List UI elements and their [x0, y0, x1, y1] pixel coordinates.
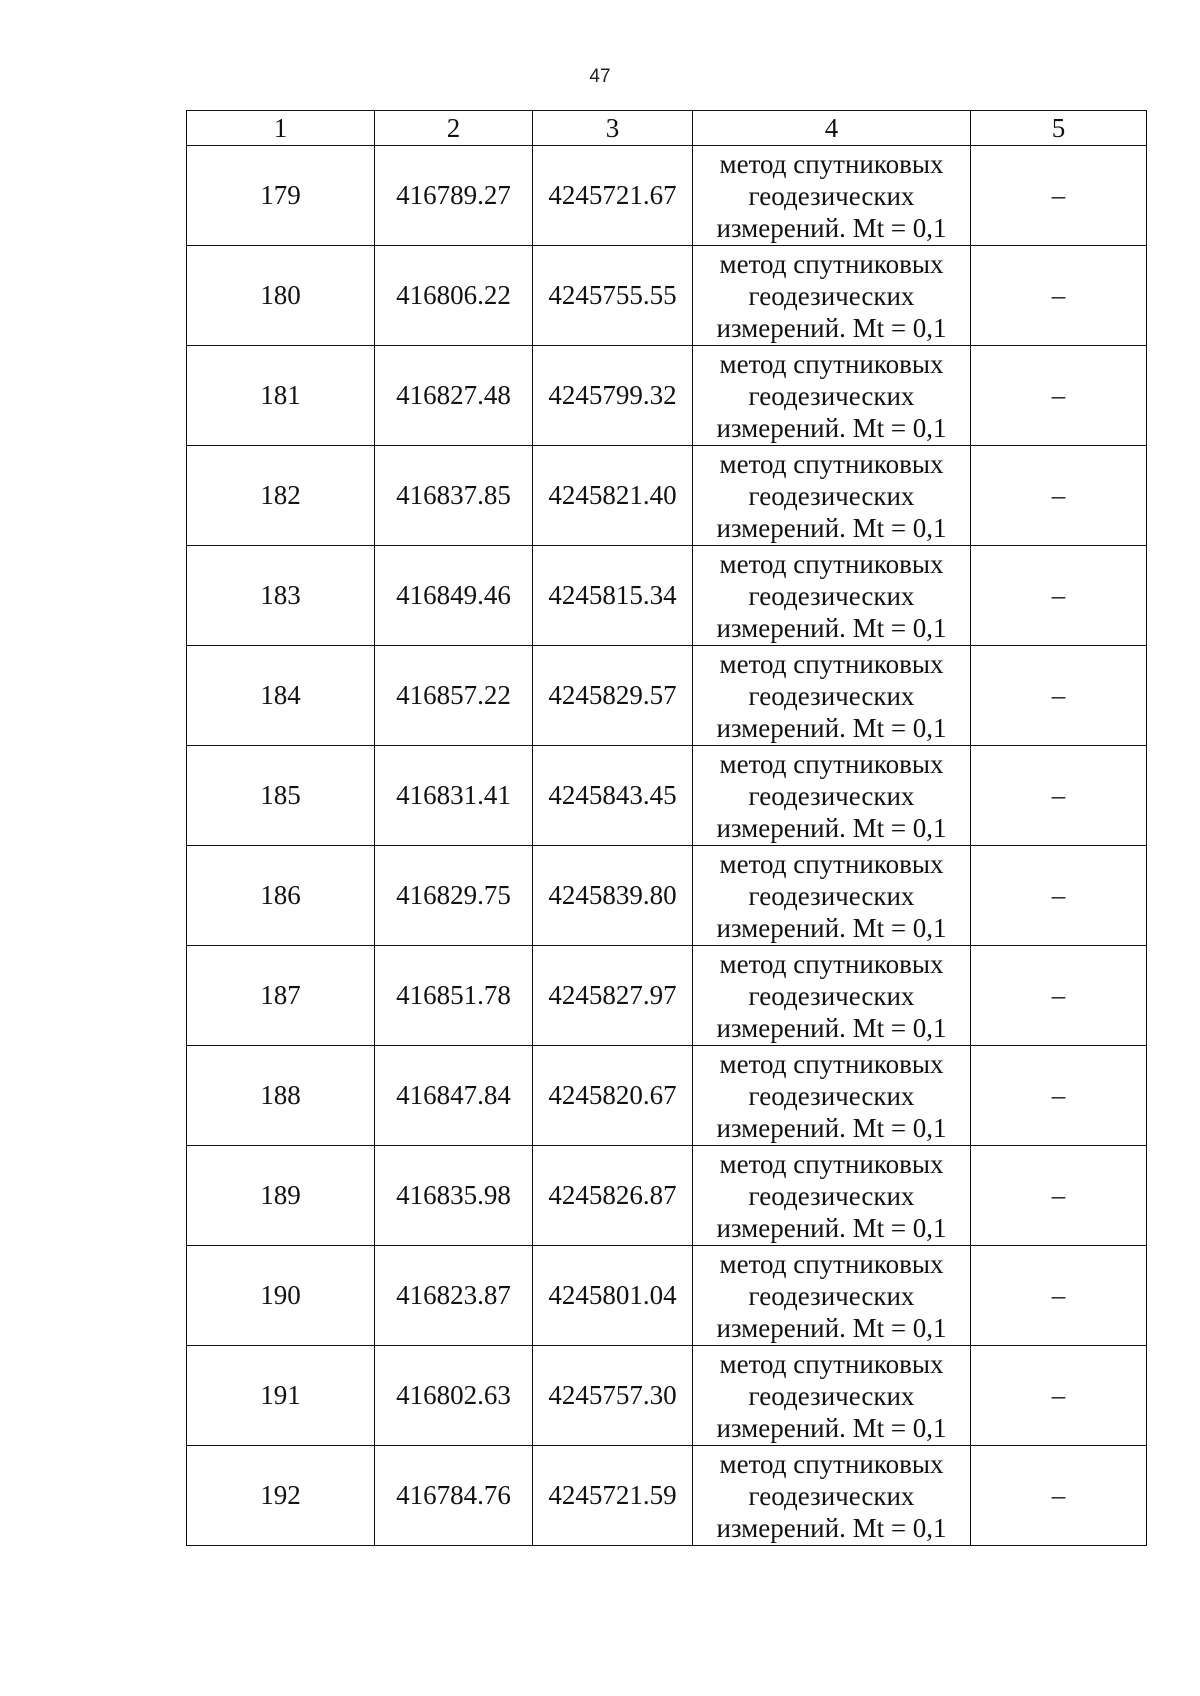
method-text-line: измерений. Mt = 0,1: [716, 312, 947, 343]
coordinates-table: [186, 110, 1147, 1546]
table-row: [187, 246, 1147, 346]
coordinate-y: 4245826.87: [533, 1146, 693, 1246]
method-text-line: геодезических: [748, 980, 915, 1011]
point-number: 186: [187, 846, 375, 946]
method-text-line: измерений. Mt = 0,1: [716, 1012, 947, 1043]
coordinate-y: 4245757.30: [533, 1346, 693, 1446]
point-number: 192: [187, 1446, 375, 1546]
method-text-line: измерений. Mt = 0,1: [716, 912, 947, 943]
method-text-line: метод спутниковых: [719, 1248, 944, 1279]
coordinate-x: 416823.87: [375, 1246, 533, 1346]
table-row: [187, 1046, 1147, 1146]
column-5-value: –: [971, 446, 1147, 546]
method-text-line: измерений. Mt = 0,1: [716, 1512, 947, 1543]
method-text-line: геодезических: [748, 380, 915, 411]
method-text-line: метод спутниковых: [719, 748, 944, 779]
point-number: 184: [187, 646, 375, 746]
coordinate-y: 4245799.32: [533, 346, 693, 446]
method-text-line: геодезических: [748, 480, 915, 511]
coordinate-x: 416789.27: [375, 146, 533, 246]
method-description: [693, 1046, 971, 1146]
method-text-line: измерений. Mt = 0,1: [716, 612, 947, 643]
method-text-line: геодезических: [748, 180, 915, 211]
method-text-line: метод спутниковых: [719, 148, 944, 179]
header-col-2: 2: [375, 111, 533, 146]
coordinate-x: 416837.85: [375, 446, 533, 546]
method-description: [693, 946, 971, 1046]
coordinate-x: 416851.78: [375, 946, 533, 1046]
column-5-value: –: [971, 746, 1147, 846]
table-row: [187, 946, 1147, 1046]
table-row: [187, 1346, 1147, 1446]
method-description: [693, 1346, 971, 1446]
point-number: 182: [187, 446, 375, 546]
column-5-value: –: [971, 946, 1147, 1046]
coordinate-y: 4245827.97: [533, 946, 693, 1046]
method-text-line: геодезических: [748, 780, 915, 811]
table-row: [187, 546, 1147, 646]
coordinate-y: 4245801.04: [533, 1246, 693, 1346]
table-body: [187, 146, 1147, 1546]
header-col-4: 4: [693, 111, 971, 146]
method-text-line: метод спутниковых: [719, 1348, 944, 1379]
column-5-value: –: [971, 646, 1147, 746]
coordinate-y: 4245721.67: [533, 146, 693, 246]
method-description: [693, 1146, 971, 1246]
method-description: [693, 246, 971, 346]
method-text-line: метод спутниковых: [719, 1148, 944, 1179]
point-number: 189: [187, 1146, 375, 1246]
method-description: [693, 346, 971, 446]
coordinate-x: 416806.22: [375, 246, 533, 346]
coordinate-y: 4245843.45: [533, 746, 693, 846]
method-description: [693, 446, 971, 546]
coordinate-x: 416831.41: [375, 746, 533, 846]
point-number: 180: [187, 246, 375, 346]
method-description: [693, 546, 971, 646]
point-number: 181: [187, 346, 375, 446]
column-5-value: –: [971, 1346, 1147, 1446]
method-description: [693, 1246, 971, 1346]
point-number: 185: [187, 746, 375, 846]
column-5-value: –: [971, 1046, 1147, 1146]
method-text-line: метод спутниковых: [719, 348, 944, 379]
column-5-value: –: [971, 846, 1147, 946]
method-text-line: метод спутниковых: [719, 848, 944, 879]
method-description: [693, 746, 971, 846]
column-5-value: –: [971, 1446, 1147, 1546]
method-text-line: измерений. Mt = 0,1: [716, 812, 947, 843]
table-row: [187, 1446, 1147, 1546]
method-text-line: геодезических: [748, 1080, 915, 1111]
column-5-value: –: [971, 1146, 1147, 1246]
method-text-line: измерений. Mt = 0,1: [716, 412, 947, 443]
table-row: [187, 1246, 1147, 1346]
coordinate-y: 4245820.67: [533, 1046, 693, 1146]
method-description: [693, 646, 971, 746]
header-col-3: 3: [533, 111, 693, 146]
method-description: [693, 146, 971, 246]
method-text-line: метод спутниковых: [719, 1048, 944, 1079]
method-text-line: измерений. Mt = 0,1: [716, 1412, 947, 1443]
table-row: [187, 146, 1147, 246]
table-header-row: [187, 111, 1147, 146]
column-5-value: –: [971, 146, 1147, 246]
coordinate-x: 416784.76: [375, 1446, 533, 1546]
column-5-value: –: [971, 546, 1147, 646]
table-row: [187, 1146, 1147, 1246]
point-number: 191: [187, 1346, 375, 1446]
coordinate-x: 416847.84: [375, 1046, 533, 1146]
method-text-line: метод спутниковых: [719, 448, 944, 479]
method-text-line: метод спутниковых: [719, 548, 944, 579]
coordinate-y: 4245721.59: [533, 1446, 693, 1546]
coordinate-x: 416849.46: [375, 546, 533, 646]
method-description: [693, 846, 971, 946]
point-number: 188: [187, 1046, 375, 1146]
method-text-line: геодезических: [748, 1180, 915, 1211]
table-row: [187, 446, 1147, 546]
column-5-value: –: [971, 1246, 1147, 1346]
method-text-line: геодезических: [748, 1480, 915, 1511]
coordinate-y: 4245755.55: [533, 246, 693, 346]
method-text-line: измерений. Mt = 0,1: [716, 712, 947, 743]
method-description: [693, 1446, 971, 1546]
table-row: [187, 846, 1147, 946]
table-row: [187, 646, 1147, 746]
method-text-line: геодезических: [748, 680, 915, 711]
method-text-line: измерений. Mt = 0,1: [716, 212, 947, 243]
coordinate-x: 416829.75: [375, 846, 533, 946]
method-text-line: метод спутниковых: [719, 648, 944, 679]
header-col-5: 5: [971, 111, 1147, 146]
point-number: 183: [187, 546, 375, 646]
method-text-line: геодезических: [748, 880, 915, 911]
column-5-value: –: [971, 346, 1147, 446]
method-text-line: геодезических: [748, 1380, 915, 1411]
coordinate-y: 4245839.80: [533, 846, 693, 946]
method-text-line: геодезических: [748, 280, 915, 311]
coordinate-y: 4245815.34: [533, 546, 693, 646]
point-number: 179: [187, 146, 375, 246]
table-row: [187, 746, 1147, 846]
method-text-line: измерений. Mt = 0,1: [716, 1212, 947, 1243]
coordinate-x: 416827.48: [375, 346, 533, 446]
page-number: 47: [589, 66, 611, 87]
method-text-line: геодезических: [748, 580, 915, 611]
column-5-value: –: [971, 246, 1147, 346]
coordinate-x: 416857.22: [375, 646, 533, 746]
point-number: 190: [187, 1246, 375, 1346]
coordinate-x: 416835.98: [375, 1146, 533, 1246]
method-text-line: метод спутниковых: [719, 948, 944, 979]
method-text-line: измерений. Mt = 0,1: [716, 512, 947, 543]
method-text-line: метод спутниковых: [719, 1448, 944, 1479]
coordinate-y: 4245821.40: [533, 446, 693, 546]
method-text-line: измерений. Mt = 0,1: [716, 1112, 947, 1143]
coordinate-y: 4245829.57: [533, 646, 693, 746]
method-text-line: метод спутниковых: [719, 248, 944, 279]
table-row: [187, 346, 1147, 446]
method-text-line: геодезических: [748, 1280, 915, 1311]
header-col-1: 1: [187, 111, 375, 146]
point-number: 187: [187, 946, 375, 1046]
method-text-line: измерений. Mt = 0,1: [716, 1312, 947, 1343]
coordinate-x: 416802.63: [375, 1346, 533, 1446]
